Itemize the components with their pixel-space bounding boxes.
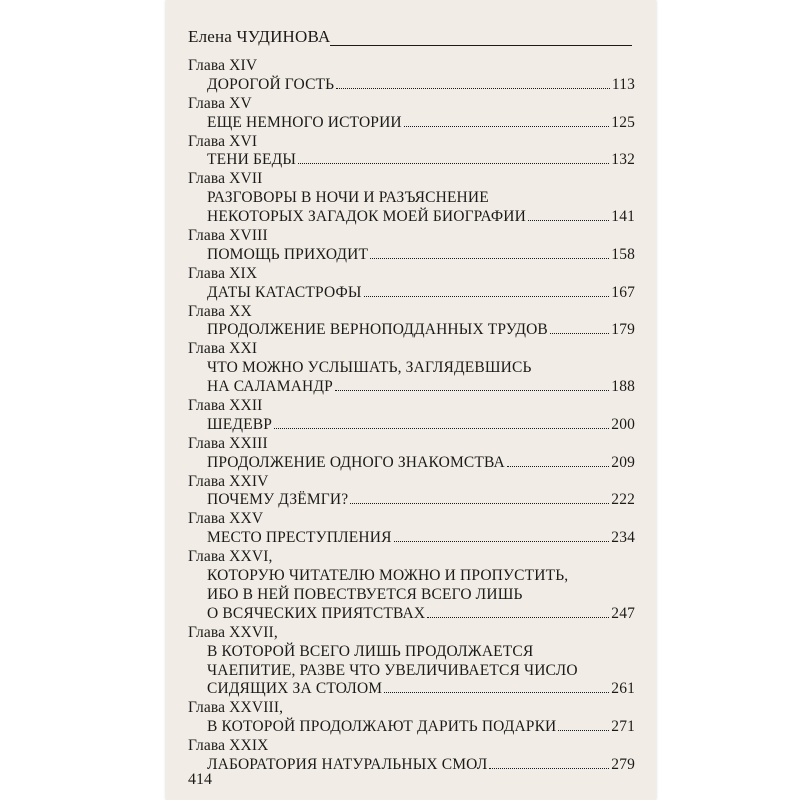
dot-leader (528, 219, 609, 221)
dot-leader (335, 389, 609, 391)
chapter-label: Глава XX (188, 302, 252, 320)
chapter-page-number: 188 (611, 378, 635, 396)
chapter-label: Глава XV (188, 94, 252, 112)
chapter-page-number: 141 (611, 208, 635, 226)
toc-entry (188, 114, 635, 133)
dot-leader (427, 616, 609, 618)
chapter-title-line: ЧАЕПИТИЕ, РАЗВЕ ЧТО УВЕЛИЧИВАЕТСЯ ЧИСЛО (207, 661, 578, 679)
chapter-page-number: 113 (611, 75, 635, 93)
chapter-title: ЕЩЕ НЕМНОГО ИСТОРИИ (207, 113, 402, 131)
chapter-label: Глава XVIII (188, 227, 268, 245)
header-rule (330, 45, 632, 46)
chapter-title: ЛАБОРАТОРИЯ НАТУРАЛЬНЫХ СМОЛ (207, 755, 488, 773)
chapter-title: ПОЧЕМУ ДЗЁМГИ? (207, 491, 349, 509)
page-number: 414 (188, 771, 212, 788)
toc-entry (188, 529, 635, 548)
chapter-title: ПРОДОЛЖЕНИЕ ОДНОГО ЗНАКОМСТВА (207, 453, 505, 471)
chapter-page-number: 271 (611, 718, 635, 736)
toc-entry (188, 378, 635, 397)
chapter-title: ШЕДЕВР (207, 415, 273, 433)
chapter-title: В КОТОРОЙ ПРОДОЛЖАЮТ ДАРИТЬ ПОДАРКИ (207, 718, 557, 736)
chapter-label: Глава XIX (188, 264, 258, 282)
chapter-page-number: 222 (611, 491, 635, 509)
toc-entry (188, 491, 635, 510)
chapter-label: Глава XVI (188, 132, 258, 150)
table-of-contents (188, 57, 635, 775)
dot-leader (558, 729, 609, 731)
dot-leader (507, 465, 609, 467)
dot-leader (550, 332, 609, 334)
chapter-title: ТЕНИ БЕДЫ (207, 151, 297, 169)
chapter-title-line: РАЗГОВОРЫ В НОЧИ И РАЗЪЯСНЕНИЕ (207, 189, 489, 207)
chapter-title-line: КОТОРУЮ ЧИТАТЕЛЮ МОЖНО И ПРОПУСТИТЬ, (207, 567, 569, 585)
toc-entry (188, 208, 635, 227)
dot-leader (394, 540, 610, 542)
chapter-title: ДОРОГОЙ ГОСТЬ (207, 75, 335, 93)
chapter-label: Глава XXI (188, 340, 258, 358)
author-name: Елена ЧУДИНОВА (188, 27, 331, 46)
chapter-title-line: В КОТОРОЙ ВСЕГО ЛИШЬ ПРОДОЛЖАЕТСЯ (207, 642, 534, 660)
chapter-label: Глава XXIX (188, 737, 269, 755)
dot-leader (370, 257, 609, 259)
toc-entry (188, 416, 635, 435)
chapter-label: Глава XXIV (188, 472, 269, 490)
running-header (188, 20, 632, 50)
toc-entry (188, 718, 635, 737)
chapter-label: Глава XXVI, (188, 548, 273, 566)
chapter-page-number: 234 (611, 529, 635, 547)
chapter-page-number: 200 (611, 415, 635, 433)
chapter-page-number: 167 (611, 283, 635, 301)
toc-entry (188, 605, 635, 624)
chapter-title: НЕКОТОРЫХ ЗАГАДОК МОЕЙ БИОГРАФИИ (207, 208, 526, 226)
book-page (166, 0, 656, 800)
chapter-page-number: 279 (611, 755, 635, 773)
chapter-label: Глава XXIII (188, 434, 268, 452)
dot-leader (384, 691, 609, 693)
chapter-title: ДАТЫ КАТАСТРОФЫ (207, 283, 362, 301)
chapter-label: Глава XVII (188, 170, 263, 188)
chapter-title: МЕСТО ПРЕСТУПЛЕНИЯ (207, 529, 392, 547)
dot-leader (489, 767, 609, 769)
chapter-title: НА САЛАМАНДР (207, 378, 333, 396)
chapter-title: О ВСЯЧЕСКИХ ПРИЯТСТВАХ (207, 604, 426, 622)
toc-entry (188, 680, 635, 699)
toc-entry (188, 246, 635, 265)
toc-entry (188, 454, 635, 473)
dot-leader (350, 502, 609, 504)
toc-entry (188, 151, 635, 170)
chapter-page-number: 247 (611, 604, 635, 622)
dot-leader (274, 427, 609, 429)
toc-entry (188, 321, 635, 340)
chapter-label: Глава XXVII, (188, 623, 278, 641)
chapter-page-number: 179 (611, 321, 635, 339)
chapter-label: Глава XXVIII, (188, 699, 284, 717)
chapter-page-number: 132 (611, 151, 635, 169)
chapter-label: Глава XXV (188, 510, 264, 528)
chapter-page-number: 209 (611, 453, 635, 471)
chapter-title: ПОМОЩЬ ПРИХОДИТ (207, 245, 369, 263)
dot-leader (404, 125, 610, 127)
chapter-page-number: 125 (611, 113, 635, 131)
chapter-page-number: 261 (611, 680, 635, 698)
toc-entry (188, 284, 635, 303)
chapter-title: ПРОДОЛЖЕНИЕ ВЕРНОПОДДАННЫХ ТРУДОВ (207, 321, 548, 339)
toc-entry (188, 76, 635, 95)
chapter-title-line: ИБО В НЕЙ ПОВЕСТВУЕТСЯ ВСЕГО ЛИШЬ (207, 585, 523, 603)
dot-leader (364, 295, 610, 297)
chapter-title-line: ЧТО МОЖНО УСЛЫШАТЬ, ЗАГЛЯДЕВШИСЬ (207, 359, 532, 377)
dot-leader (336, 87, 610, 89)
chapter-page-number: 158 (611, 245, 635, 263)
toc-entry (188, 756, 635, 775)
chapter-title: СИДЯЩИХ ЗА СТОЛОМ (207, 680, 383, 698)
chapter-label: Глава XIV (188, 57, 258, 74)
dot-leader (298, 162, 609, 164)
chapter-label: Глава XXII (188, 397, 263, 415)
